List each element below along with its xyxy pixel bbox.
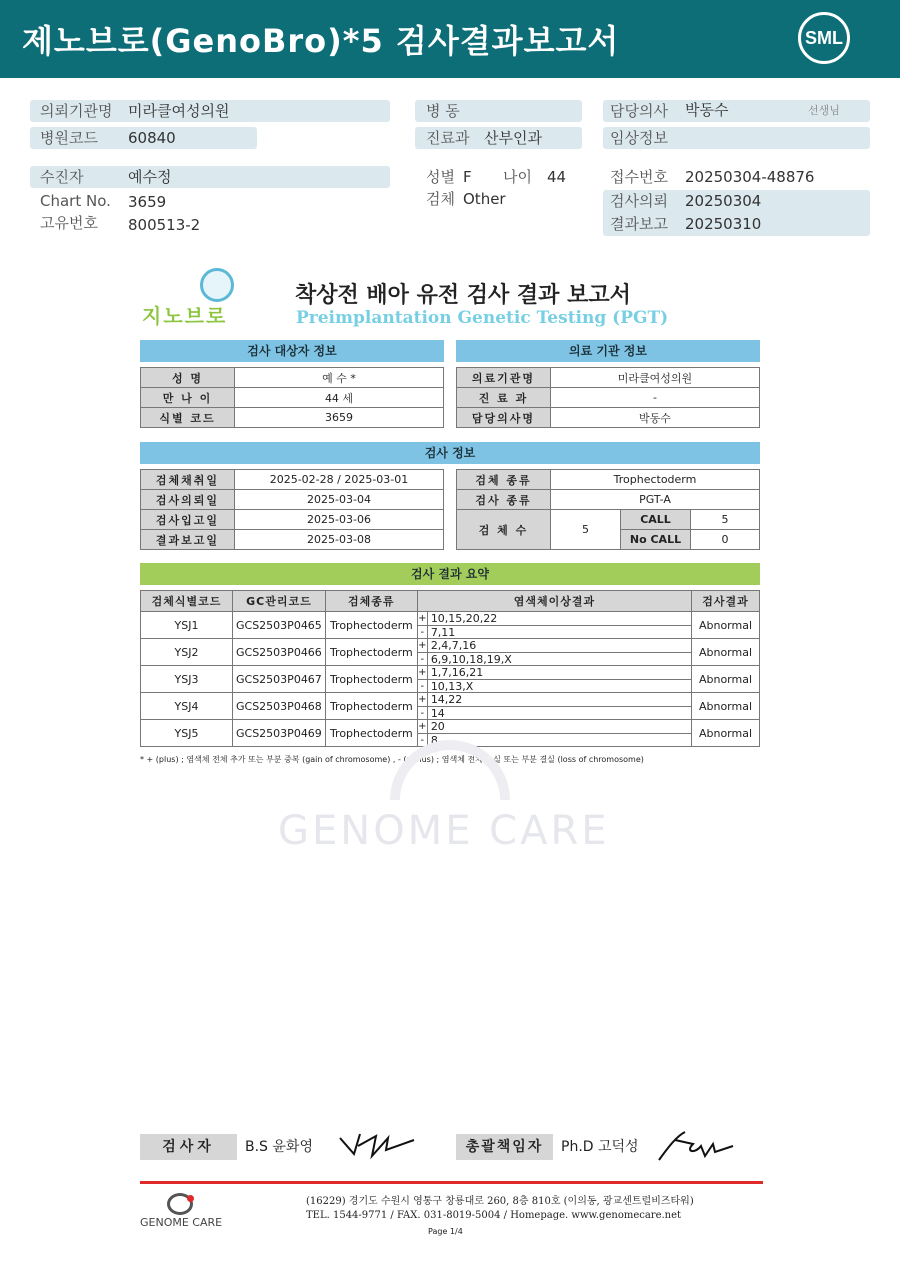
report-date-label: 결과보고일 — [141, 530, 235, 550]
col-sample-id: 검체식별코드 — [141, 591, 233, 612]
watermark-icon — [390, 740, 510, 800]
ward-label: 병 동 — [426, 102, 460, 120]
test-result: Abnormal — [692, 720, 760, 747]
table-row — [141, 470, 444, 490]
doctor-suffix: 선생님 — [808, 104, 840, 117]
gc-code: GCS2503P0468 — [233, 693, 326, 720]
col-chromosome-result: 염색체이상결과 — [417, 591, 691, 612]
sample-id: YSJ3 — [141, 666, 233, 693]
tester-label: 검사자 — [140, 1134, 237, 1160]
specimen-value: Other — [463, 190, 506, 208]
inst-name-label: 의료기관명 — [457, 368, 551, 388]
header-bar — [0, 0, 900, 78]
genobro-logo — [140, 268, 260, 330]
chart-label: Chart No. — [40, 192, 111, 210]
col-test-result: 검사결과 — [692, 591, 760, 612]
report-subtitle: Preimplantation Genetic Testing (PGT) — [296, 308, 669, 328]
call-value: 5 — [691, 510, 760, 530]
report-label: 결과보고 — [610, 215, 668, 233]
gain-chromosomes: 14,22 — [430, 693, 463, 706]
request-date-value: 2025-03-04 — [235, 490, 444, 510]
test-types-table — [456, 469, 760, 550]
col-specimen-type: 검체종류 — [325, 591, 417, 612]
specimen-type-label: 검체 종류 — [457, 470, 551, 490]
loss-chromosomes: 14 — [430, 707, 445, 720]
footer-address-block — [306, 1195, 694, 1223]
gain-chromosomes: 2,4,7,16 — [430, 639, 477, 652]
loss-chromosomes: 6,9,10,18,19,X — [430, 653, 512, 666]
tester-name: B.S 윤화영 — [245, 1139, 313, 1155]
table-row — [141, 408, 444, 428]
loss-chromosomes: 7,11 — [430, 626, 456, 639]
table-row — [141, 530, 444, 550]
request-label: 검사의뢰 — [610, 192, 668, 210]
specimen-type: Trophectoderm — [325, 693, 417, 720]
hospital-code-value: 60840 — [128, 129, 176, 147]
subject-section-header: 검사 대상자 정보 — [140, 340, 444, 362]
inst-doctor-label: 담당의사명 — [457, 408, 551, 428]
gain-chromosomes: 20 — [430, 720, 445, 733]
gc-code: GCS2503P0466 — [233, 639, 326, 666]
patient-row — [30, 166, 390, 188]
collect-date-label: 검체채취일 — [141, 470, 235, 490]
document-title: 제노브로(GenoBro)*5 검사결과보고서 — [22, 22, 620, 60]
table-row — [141, 368, 444, 388]
test-dates-table — [140, 469, 444, 550]
specimen-count-value: 5 — [551, 510, 621, 550]
table-row — [141, 639, 760, 666]
chart-value: 3659 — [128, 193, 167, 211]
gc-code: GCS2503P0469 — [233, 720, 326, 747]
table-row — [457, 510, 760, 530]
age-label: 나이 — [503, 168, 532, 186]
tester-signature — [336, 1128, 418, 1164]
test-result: Abnormal — [692, 666, 760, 693]
subject-name-label: 성 명 — [141, 368, 235, 388]
table-row — [457, 408, 760, 428]
specimen-count-label: 검 체 수 — [457, 510, 551, 550]
test-result: Abnormal — [692, 693, 760, 720]
chromosome-result — [417, 612, 691, 639]
institution-label: 의뢰기관명 — [40, 102, 113, 120]
table-row — [141, 693, 760, 720]
dna-icon — [200, 268, 234, 302]
collect-date-value: 2025-02-28 / 2025-03-01 — [235, 470, 444, 490]
inst-dept-value: - — [551, 388, 760, 408]
table-row — [457, 470, 760, 490]
chromosome-result — [417, 666, 691, 693]
doctor-value: 박동수 — [685, 101, 729, 119]
nocall-label: No CALL — [621, 530, 691, 550]
table-row — [141, 612, 760, 639]
specimen-type: Trophectoderm — [325, 720, 417, 747]
sample-id: YSJ2 — [141, 639, 233, 666]
sex-label: 성별 — [426, 168, 455, 186]
specimen-type-value: Trophectoderm — [551, 470, 760, 490]
summary-header-row — [141, 591, 760, 612]
report-date-value: 2025-03-08 — [235, 530, 444, 550]
gc-code: GCS2503P0465 — [233, 612, 326, 639]
genome-care-dot — [187, 1195, 194, 1202]
minus-sign: - — [418, 680, 428, 692]
plus-sign: + — [418, 640, 427, 651]
specimen-label: 검체 — [426, 190, 455, 208]
report-value: 20250310 — [685, 215, 762, 233]
footer-address: (16229) 경기도 수원시 영통구 창룡대로 260, 8층 810호 (이의동, 광교센트럴비즈타워) — [306, 1196, 694, 1207]
plus-sign: + — [418, 613, 427, 624]
plus-sign: + — [418, 694, 427, 705]
genome-care-logo — [140, 1193, 230, 1233]
table-row — [141, 666, 760, 693]
gc-code: GCS2503P0467 — [233, 666, 326, 693]
plus-sign: + — [418, 721, 427, 732]
table-row — [141, 510, 444, 530]
subject-age-label: 만 나 이 — [141, 388, 235, 408]
receipt-label: 접수번호 — [610, 168, 668, 186]
plus-sign: + — [418, 667, 427, 678]
sml-logo — [798, 12, 850, 64]
footer-contact: TEL. 1544-9771 / FAX. 031-8019-5004 / Homepage. www.genomecare.net — [306, 1210, 682, 1221]
watermark-text: GENOME CARE — [278, 808, 610, 854]
loss-chromosomes: 10,13,X — [430, 680, 474, 693]
chief-signature — [655, 1126, 737, 1166]
subject-code-label: 식별 코드 — [141, 408, 235, 428]
test-section-header: 검사 정보 — [140, 442, 760, 464]
institution-section-header: 의료 기관 정보 — [456, 340, 760, 362]
subject-table — [140, 367, 444, 428]
sample-id: YSJ5 — [141, 720, 233, 747]
inst-dept-label: 진 료 과 — [457, 388, 551, 408]
table-row — [457, 368, 760, 388]
patient-label: 수진자 — [40, 168, 84, 186]
minus-sign: - — [418, 626, 428, 638]
test-result: Abnormal — [692, 612, 760, 639]
age-value: 44 — [547, 168, 567, 186]
inst-doctor-value: 박동수 — [551, 408, 760, 428]
nocall-value: 0 — [691, 530, 760, 550]
clinical-label: 임상정보 — [610, 129, 668, 147]
unique-value: 800513-2 — [128, 216, 201, 234]
chief-label: 총괄책임자 — [456, 1134, 553, 1160]
test-type-value: PGT-A — [551, 490, 760, 510]
minus-sign: - — [418, 653, 428, 665]
summary-table — [140, 590, 760, 747]
page-number: Page 1/4 — [428, 1227, 463, 1236]
col-gc-code: GC관리코드 — [233, 591, 326, 612]
receive-date-value: 2025-03-06 — [235, 510, 444, 530]
test-type-label: 검사 종류 — [457, 490, 551, 510]
legend-note: * + (plus) ; 염색체 전체 추가 또는 부분 중복 (gain of chromosome) , - (minus) ; 염색체 전체 소실 또는 부분 결실 (loss of chromosome) — [140, 755, 644, 764]
hospital-code-label: 병원코드 — [40, 129, 98, 147]
sample-id: YSJ1 — [141, 612, 233, 639]
request-value: 20250304 — [685, 192, 762, 210]
institution-value: 미라클여성의원 — [128, 102, 230, 120]
table-row — [457, 388, 760, 408]
specimen-type: Trophectoderm — [325, 612, 417, 639]
request-date-label: 검사의뢰일 — [141, 490, 235, 510]
chief-name: Ph.D 고덕성 — [561, 1139, 639, 1155]
sml-logo-text: SML — [805, 28, 843, 48]
genome-care-logo-text: GENOME CARE — [140, 1216, 223, 1229]
unique-label: 고유번호 — [40, 214, 98, 232]
report-title: 착상전 배아 유전 검사 결과 보고서 — [295, 283, 631, 308]
minus-sign: - — [418, 734, 428, 746]
sample-id: YSJ4 — [141, 693, 233, 720]
sex-value: F — [463, 168, 472, 186]
inst-name-value: 미라클여성의원 — [551, 368, 760, 388]
table-row — [141, 490, 444, 510]
institution-table — [456, 367, 760, 428]
table-row — [457, 490, 760, 510]
subject-name-value: 예 수 * — [235, 368, 444, 388]
gain-chromosomes: 10,15,20,22 — [430, 612, 498, 625]
genobro-logo-text: 지노브로 — [142, 304, 228, 328]
chromosome-result — [417, 693, 691, 720]
footer-divider — [140, 1181, 763, 1184]
minus-sign: - — [418, 707, 428, 719]
subject-code-value: 3659 — [235, 408, 444, 428]
specimen-type: Trophectoderm — [325, 666, 417, 693]
receive-date-label: 검사입고일 — [141, 510, 235, 530]
dept-value: 산부인과 — [484, 129, 542, 147]
gain-chromosomes: 1,7,16,21 — [430, 666, 484, 679]
test-result: Abnormal — [692, 639, 760, 666]
doctor-label: 담당의사 — [610, 102, 668, 120]
subject-age-value: 44 세 — [235, 388, 444, 408]
receipt-value: 20250304-48876 — [685, 168, 815, 186]
specimen-type: Trophectoderm — [325, 639, 417, 666]
dept-label: 진료과 — [426, 129, 470, 147]
summary-section-header: 검사 결과 요약 — [140, 563, 760, 585]
table-row — [141, 388, 444, 408]
patient-value: 예수정 — [128, 168, 172, 186]
call-label: CALL — [621, 510, 691, 530]
loss-chromosomes: 8 — [430, 734, 438, 747]
chromosome-result — [417, 639, 691, 666]
